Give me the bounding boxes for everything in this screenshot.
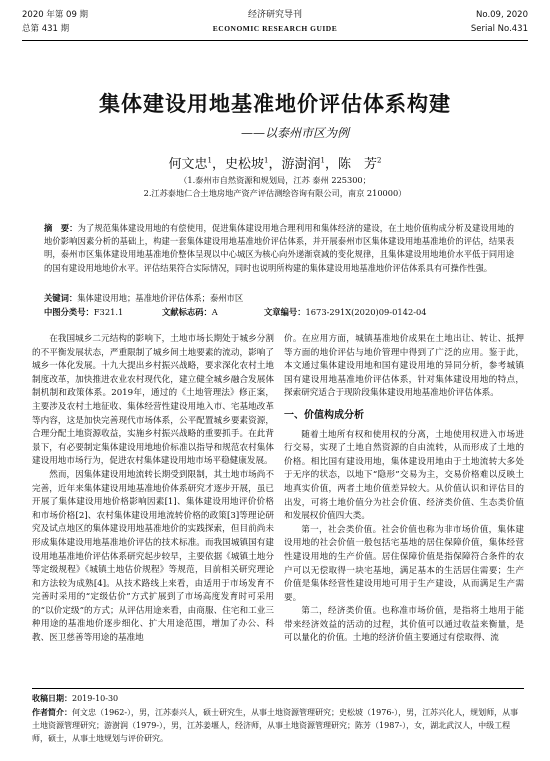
affiliation-1: （1.泰州市自然资源和规划局，江苏 泰州 225300； xyxy=(179,175,371,185)
article-subtitle: ——以泰州市区为例 xyxy=(240,126,349,140)
abstract-text: 为了规范集体建设用地的有偿使用，促进集体建设用地合理利用和集体经济的建设，在土地价值构成分析及建设用地的地价影响因素分析的基础上，构建一套集体建设用地基准地价评估体系，并开展泰州市区集体建设用地基准地价的评估，结果表明，泰州市区集体建设用地基准地价整体呈现以中心城区为核心向外递渐衰减的变化规律，且集体建设用地地价水平低于同用途的国有建设用地地价水平。评估结果符合实际情况，同时也说明所构建的集体建设用地基准地价评估体系具有可操作性强。 xyxy=(44,223,514,273)
keywords-text: 集体建设用地；基准地价评估体系；泰州市区 xyxy=(77,293,244,303)
article-no-label: 文章编号： xyxy=(264,307,306,317)
keywords-label: 关键词： xyxy=(44,293,78,303)
bio-label: 作者简介： xyxy=(32,707,72,717)
section-heading: 一、价值构成分析 xyxy=(284,409,364,421)
body-column-left xyxy=(32,333,274,646)
author-name: 史松坡 xyxy=(225,157,265,172)
author-affiliation-mark: 1 xyxy=(264,156,269,165)
doc-code-label: 文献标志码： xyxy=(162,307,212,317)
author-name: 游澍润 xyxy=(281,157,321,172)
clc-label: 中图分类号： xyxy=(44,307,94,317)
received-date xyxy=(32,692,524,705)
received-label: 收稿日期： xyxy=(32,693,72,703)
issue-serial: 总第 431 期 xyxy=(22,24,70,34)
body-paragraph: 然而，因集体建设用地流转长期受到限制，其土地市场尚不完善，近年来集体建设用地基准地价体系研究才逐步开展，虽已开展了集体建设用地价格影响因素[1]、集体建设用地评价价格和市场价格[2]、农村集体建设用地流转价格的政策[3]等理论研究及试点地区的集体建设用地基准地价的实践探索，但目前尚未形成集体建设用地基准地价评估的技术标准。而我国城镇国有建设用地基准地价评估体系研究起步较早，主要依据《城镇土地分等定级规程》《城镇土地估价规程》等规范，目前相关研究理论和方法较为成熟[4]。从技术路线上来看，由适用于市场发育不完善时采用的“定级估价”方式扩展到了市场高度发育时可采用的“以价定级”的方式；从评估用途来看，由商服、住宅和工业三种用途的基准地价逐步细化、扩大用途范围，增加了办公、科教、医卫慈善等用途的基准地 xyxy=(32,469,274,644)
doc-code-value: A xyxy=(211,307,218,317)
author-list: 何文忠$^1$，史松坡$^1$，游澍润$^1$，陈 芳$^2$ xyxy=(168,156,382,172)
classification-line xyxy=(44,306,514,319)
author-affiliation-mark: 1 xyxy=(207,156,212,165)
issue-number-en: No.09, 2020 xyxy=(476,10,528,20)
body-paragraph: 随着土地所有权和使用权的分离，土地使用权进入市场进行交易，实现了土地自然资源的自由流转，从而形成了土地的价格。相比国有建设用地，集体建设用地由于土地流转大多处于无序的状态，以地下“隐形”交易为主，交易价格难以反映土地真实价值，两者土地价值差异较大。从价值认识和评估目的出发，可将土地价值分为社会价值、经济类价值、生态类价值和发展权价值四大类。 xyxy=(284,429,524,522)
header-rule xyxy=(22,40,528,41)
author-bio xyxy=(32,706,524,745)
issue-info-en xyxy=(471,8,528,36)
keywords xyxy=(44,292,514,305)
clc-value: F321.1 xyxy=(93,307,124,317)
article-no-value: 1673-291X(2020)09-0142-04 xyxy=(305,307,427,317)
body-column-right xyxy=(284,333,524,646)
serial-number-en: Serial No.431 xyxy=(470,24,528,34)
author-affiliation-mark: 2 xyxy=(377,156,382,165)
author-affiliation-mark: 1 xyxy=(320,156,325,165)
affiliation-2: 2.江苏泰地仁合土地房地产资产评估测绘咨询有限公司，南京 210000） xyxy=(143,188,407,198)
received-value: 2019-10-30 xyxy=(72,694,119,703)
journal-name-cn: 经济研究导刊 xyxy=(247,10,302,20)
abstract xyxy=(44,222,514,275)
author-name: 何文忠 xyxy=(168,157,208,172)
body-paragraph: 第二，经济类价值。也称准市场价值，是指将土地用于能带来经济效益的活动的过程，其价值可以通过收益来衡量，是可以量化的价值。土地的经济价值主要通过有偿取得、流 xyxy=(284,606,524,644)
journal-name-en: ECONOMIC RESEARCH GUIDE xyxy=(212,24,338,33)
body-paragraph: 价。在应用方面，城镇基准地价成果在土地出让、转让、抵押等方面的地价评估与地价管理中得到了广泛的应用。鉴于此，本文通过集体建设用地和国有建设用地的异同分析，参考城镇国有建设用地基准地价评估体系，针对集体建设用地的特点，探索研究适合于现阶段集体建设用地基准地价评估体系。 xyxy=(284,334,524,399)
author-name: 陈 芳 xyxy=(338,157,378,172)
footnote-rule xyxy=(32,688,524,689)
bio-text: 何文忠（1962-），男，江苏泰兴人，硕士研究生，从事土地资源管理研究；史松坡（1976-），男，江苏兴化人，规划师，从事土地资源管理研究；游澍润（1979-），男，江苏姜堰人，经济师，从事土地资源管理研究；陈芳（1987-），女，湖北武汉人，中级工程师，硕士，从事土地规划与评价研究。 xyxy=(32,708,519,743)
abstract-label: 摘 要： xyxy=(44,223,78,233)
issue-year: 2020 年第 09 期 xyxy=(22,10,89,20)
journal-name xyxy=(22,8,528,36)
body-paragraph: 第一，社会类价值。社会价值也称为非市场价值，集体建设用地的社会价值一般包括宅基地的居住保障价值，集体经营性建设用地的生产价值。居住保障价值是指保障符合条件的农户可以无偿取得一块宅基地，满足基本的生活居住需要；生产价值是集体经营性建设用地可用于生产建设，从而满足生产需要。 xyxy=(284,524,524,603)
journal-header xyxy=(22,8,528,48)
article-title: 集体建设用地基准地价评估体系构建 xyxy=(99,91,451,116)
body-paragraph: 在我国城乡二元结构的影响下，土地市场长期处于城乡分割的不平衡发展状态，严重限制了城乡间土地要素的流动，影响了城乡一体化发展。十九大提出乡村振兴战略，要求深化农村土地制度改革，加快推进农业农村现代化，建立健全城乡融合发展体制机制和政策体系。2019年，通过的《土地管理法》修正案，主要涉及农村土地征收、集体经营性建设用地入市、宅基地改革等内容，这是加快完善现代市场体系，公平配置城乡要素资源，合理分配土地资源收益，实施乡村振兴战略的重要抓手。在此背景下，有必要制定集体建设用地地价标准以指导和规范农村集体建设用地市场行为，促进农村集体建设用地市场平稳健康发展。 xyxy=(32,334,274,467)
